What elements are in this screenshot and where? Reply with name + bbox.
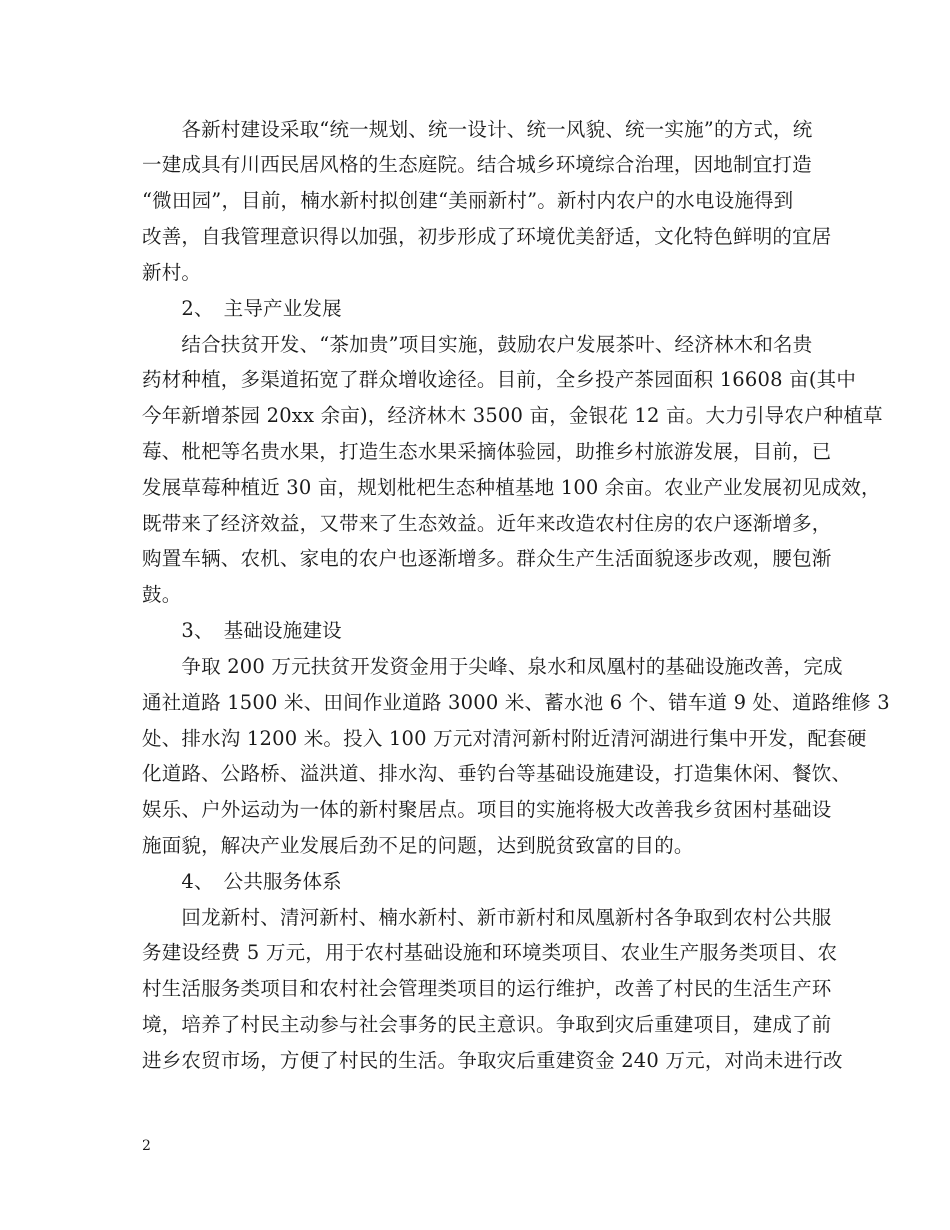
paragraph-line: 购置车辆、农机、家电的农户也逐渐增多。群众生产生活面貌逐步改观，腰包渐 <box>142 547 832 570</box>
paragraph-line: 改善，自我管理意识得以加强，初步形成了环境优美舒适，文化特色鲜明的宜居 <box>142 225 832 248</box>
paragraph-line: 村生活服务类项目和农村社会管理类项目的运行维护，改善了村民的生活生产环 <box>142 977 832 1000</box>
paragraph-line: 一建成具有川西民居风格的生态庭院。结合城乡环境综合治理，因地制宜打造 <box>142 153 812 176</box>
paragraph-line: 莓、枇杷等名贵水果，打造生态水果采摘体验园，助推乡村旅游发展，目前，已 <box>142 440 832 463</box>
paragraph-line: 结合扶贫开发、“茶加贵”项目实施，鼓励农户发展茶叶、经济林木和名贵 <box>142 333 813 356</box>
paragraph-line: 回龙新村、清河新村、楠水新村、新市新村和凤凰新村各争取到农村公共服 <box>142 906 832 929</box>
paragraph-line: 新村。 <box>142 261 202 284</box>
paragraph-line: 化道路、公路桥、溢洪道、排水沟、垂钓台等基础设施建设，打造集休闲、餐饮、 <box>142 762 852 785</box>
paragraph-line: 进乡农贸市场，方便了村民的生活。争取灾后重建资金 240 万元，对尚未进行改 <box>142 1049 843 1072</box>
paragraph-line: 发展草莓种植近 30 亩，规划枇杷生态种植基地 100 余亩。农业产业发展初见成效， <box>142 476 881 499</box>
paragraph-line: 处、排水沟 1200 米。投入 100 万元对清河新村附近清河湖进行集中开发，配套硬 <box>142 727 867 750</box>
paragraph-line: 争取 200 万元扶贫开发资金用于尖峰、泉水和凤凰村的基础设施改善，完成 <box>142 655 843 678</box>
paragraph-line: 既带来了经济效益，又带来了生态效益。近年来改造农村住房的农户逐渐增多， <box>142 512 832 535</box>
paragraph-line: 药材种植，多渠道拓宽了群众增收途径。目前，全乡投产茶园面积 16608 亩(其中 <box>142 368 857 391</box>
section-heading: 4、 公共服务体系 <box>142 870 342 893</box>
paragraph-line: 施面貌，解决产业发展后劲不足的问题，达到脱贫致富的目的。 <box>142 834 694 857</box>
section-heading: 3、 基础设施建设 <box>142 619 342 642</box>
section-heading: 2、 主导产业发展 <box>142 297 342 320</box>
paragraph-line: 娱乐、户外运动为一体的新村聚居点。项目的实施将极大改善我乡贫困村基础设 <box>142 798 832 821</box>
paragraph-line: 鼓。 <box>142 583 182 606</box>
paragraph-line: 通社道路 1500 米、田间作业道路 3000 米、蓄水池 6 个、错车道 9 处、道路维修 3 <box>142 691 890 714</box>
paragraph-line: “微田园”，目前，楠水新村拟创建“美丽新村”。新村内农户的水电设施得到 <box>142 189 794 212</box>
paragraph-line: 各新村建设采取“统一规划、统一设计、统一风貌、统一实施”的方式，统 <box>142 118 813 141</box>
paragraph-line: 境，培养了村民主动参与社会事务的民主意识。争取到灾后重建项目，建成了前 <box>142 1013 832 1036</box>
paragraph-line: 务建设经费 5 万元，用于农村基础设施和环境类项目、农业生产服务类项目、农 <box>142 941 838 964</box>
page-number: 2 <box>142 1138 151 1154</box>
paragraph-line: 今年新增茶园 20xx 余亩)，经济林木 3500 亩，金银花 12 亩。大力引导农户种植草 <box>142 404 883 427</box>
